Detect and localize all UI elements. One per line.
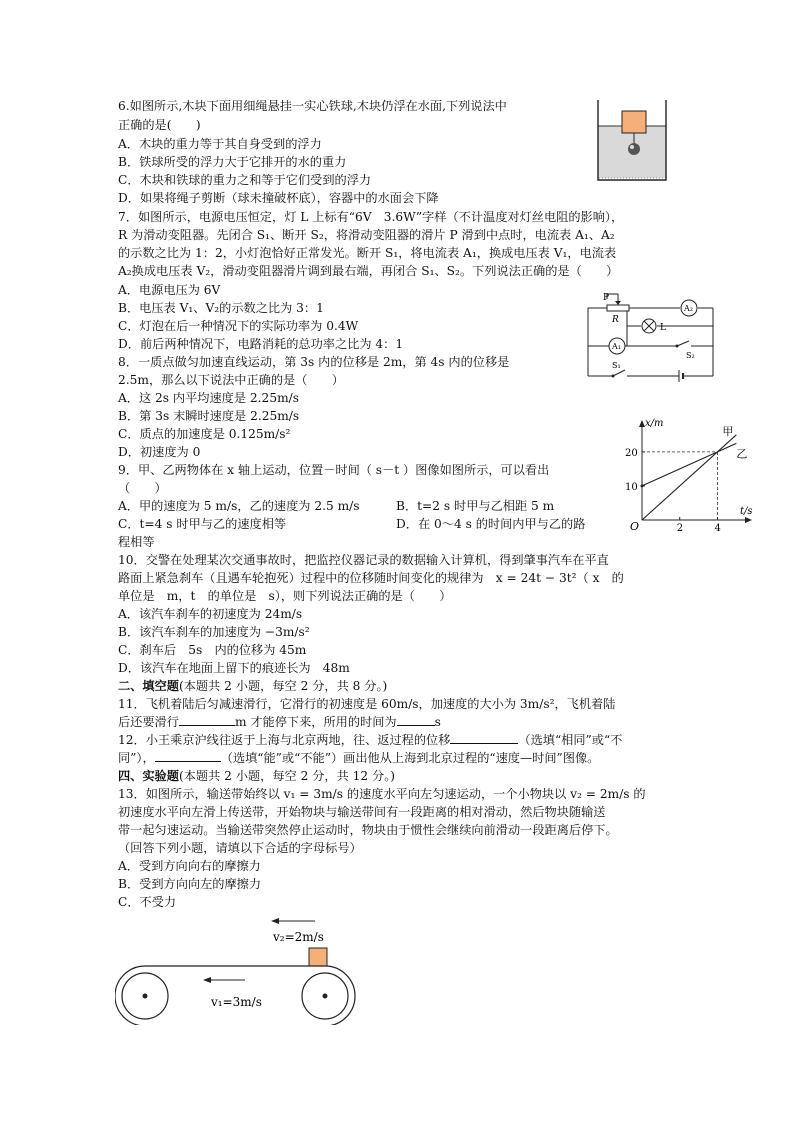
q9-option-d-cont: 程相等 [118, 535, 155, 549]
label-a1: A₁ [612, 342, 621, 351]
q7-line3: 的示数之比为 1：2，小灯泡恰好正常发光。断开 S₁，将电流表 A₁，换成电压表 V₁，电流表 [118, 246, 617, 260]
q7-line2: R 为滑动变阻器。先闭合 S₁、断开 S₂，将滑动变阻器的滑片 P 滑到中点时，电流表 A₁、A₂ [118, 228, 615, 242]
label-r: R [612, 315, 619, 325]
label-p: P [603, 293, 610, 303]
q13-line3: 带一起匀速运动。当输送带突然停止运动时，物块由于惯性会继续向前滑动一段距离后停下。 [118, 823, 618, 837]
label-l: L [660, 323, 666, 333]
label-a2: A₂ [684, 304, 693, 313]
q13-option-a: A．受到方向向右的摩擦力 [118, 859, 261, 873]
section-experiment-heading [118, 767, 395, 785]
q9-line2: （ ） [118, 481, 167, 495]
y-tick-label: 20 [625, 447, 638, 459]
q12-text-c: 同”）， [118, 751, 155, 765]
q7-option-a: A．电源电压为 6V [118, 283, 221, 297]
q10-line2: 路面上紧急刹车（且遇车轮抱死）过程中的位移随时间变化的规律为 x = 24t − 3t²（ x 的 [118, 571, 624, 585]
q9-option-a: A．甲的速度为 5 m/s，乙的速度为 2.5 m/s [118, 499, 360, 513]
q11-text-b: m 才能停下来，所用的时间为 [234, 715, 397, 729]
q6-stem-line1: 6.如图所示,木块下面用细绳悬挂一实心铁球,木块仍浮在水面,下列说法中 [118, 99, 507, 113]
q13-option-b: B．受到方向向左的摩擦力 [118, 877, 262, 891]
q7-option-d: D．前后两种情况下，电路消耗的总功率之比为 4：1 [118, 337, 404, 351]
q12-blank-can[interactable] [155, 749, 221, 762]
section-fill-in-heading [118, 677, 387, 695]
x-tick-label: 4 [714, 523, 721, 534]
x-tick-label: 2 [676, 523, 684, 534]
q12-text-b: （选填“相同”或“不 [518, 733, 623, 747]
rheostat-r [607, 305, 629, 311]
q12-line2 [118, 749, 599, 767]
q9-option-b: B．t=2 s 时甲与乙相距 5 m [396, 499, 555, 513]
q10-option-c: C．刹车后 5s 内的位移为 45m [118, 643, 307, 657]
q13-option-c: C．不受力 [118, 895, 177, 909]
q6-beaker-figure [590, 98, 676, 184]
q9-position-time-chart [620, 418, 760, 536]
q9-option-d: D．在 0～4 s 的时间内甲与乙的路 [396, 517, 586, 531]
x-axis-arrow-icon [745, 517, 752, 523]
q8-option-c: C．质点的加速度是 0.125m/s² [118, 427, 291, 441]
section-fill-in-note: (本题共 2 小题，每空 2 分，共 8 分。) [178, 679, 388, 693]
q7-line4: A₂换成电压表 V₂，滑动变阻器滑片调到最右端，再闭合 S₁、S₂。下列说法正确的是（ ） [118, 264, 619, 278]
wood-block [622, 111, 646, 133]
q11-line2 [118, 713, 441, 731]
q12-text-d: （选填“能”或“不能”）画出他从上海到北京过程的“速度—时间”图像。 [220, 751, 600, 765]
series-yi-line [642, 443, 736, 486]
label-v2: v₂=2m/s [273, 930, 324, 944]
y-axis-label: x/m [645, 418, 664, 429]
q11-blank-distance[interactable] [179, 713, 235, 726]
section-experiment-title: 四、实验题 [118, 769, 179, 783]
q12-text-a: 12．小王乘京沪线往返于上海与北京两地，往、返过程的位移 [118, 733, 451, 747]
q7-option-c: C．灯泡在后一种情况下的实际功率为 0.4W [118, 319, 359, 333]
q11-blank-time[interactable] [397, 713, 435, 726]
q8-option-a: A．这 2s 内平均速度是 2.25m/s [118, 391, 299, 405]
q13-line1: 13．如图所示，输送带始终以 v₁ = 3m/s 的速度水平向左匀速运动，一个小物块以 v₂ = 2m/s 的 [118, 787, 646, 801]
x-axis-label: t/s [740, 506, 753, 517]
q8-option-b: B．第 3s 末瞬时速度是 2.25m/s [118, 409, 300, 423]
series-label: 甲 [722, 424, 734, 438]
q13-line4: （回答下列小题，请填以下合适的字母标号） [118, 841, 362, 855]
q10-option-b: B．该汽车刹车的加速度为 −3m/s² [118, 625, 310, 639]
q6-option-c: C．木块和铁球的重力之和等于它们受到的浮力 [118, 173, 372, 187]
series-jia-line [642, 435, 736, 520]
q6-option-d: D．如果将绳子剪断（球未撞破杯底），容器中的水面会下降 [118, 191, 439, 205]
q9-line1: 9．甲、乙两物体在 x 轴上运动，位置－时间（ s－t ）图像如图所示，可以看出 [118, 463, 550, 477]
q6-option-a: A．木块的重力等于其自身受到的浮力 [118, 137, 322, 151]
origin-label: O [630, 520, 640, 533]
q8-line1: 8．一质点做匀加速直线运动，第 3s 内的位移是 2m，第 4s 内的位移是 [118, 355, 510, 369]
arrow-left-icon [203, 977, 211, 983]
iron-ball [628, 143, 640, 155]
q11-line1: 11．飞机着陆后匀减速滑行，它滑行的初速度是 60m/s，加速度的大小为 3m/s²，飞机着陆 [118, 697, 616, 711]
section-experiment-note: (本题共 2 小题，每空 2 分，共 12 分。) [178, 769, 396, 783]
q9-option-c: C．t=4 s 时甲与乙的速度相等 [118, 517, 287, 531]
q6-option-b: B．铁球所受的浮力大于它排开的水的重力 [118, 155, 347, 169]
q13-conveyor-figure [115, 910, 365, 1025]
y-tick-label: 10 [625, 481, 638, 493]
q6-stem-line2: 正确的是( ) [118, 118, 201, 132]
q7-line1: 7．如图所示，电源电压恒定，灯 L 上标有“6V 3.6W”字样（不计温度对灯丝电阻的影响）， [118, 210, 624, 224]
q10-option-a: A．该汽车刹车的初速度为 24m/s [118, 607, 303, 621]
q10-option-d: D．该汽车在地面上留下的痕迹长为 48m [118, 661, 350, 675]
label-s1: S₁ [612, 361, 621, 370]
q8-option-d: D．初速度为 0 [118, 445, 201, 459]
section-fill-in-title: 二、填空题 [118, 679, 179, 693]
q7-option-b: B．电压表 V₁、V₂的示数之比为 3：1 [118, 301, 324, 315]
q12-blank-displacement[interactable] [450, 731, 518, 744]
label-s2: S₂ [686, 351, 695, 360]
small-block [309, 948, 327, 966]
q10-line3: 单位是 m，t 的单位是 s），则下列说法正确的是（ ） [118, 589, 452, 603]
series-label: 乙 [736, 447, 748, 461]
q12-line1 [118, 731, 622, 749]
q10-line1: 10．交警在处理某次交通事故时，把监控仪器记录的数据输入计算机，得到肇事汽车在平直 [118, 553, 609, 567]
q11-text-a: 后还要滑行 [118, 715, 179, 729]
label-v1: v₁=3m/s [211, 995, 262, 1009]
q7-circuit-figure [585, 290, 720, 382]
q8-line2: 2.5m，那么以下说法中正确的是（ ） [118, 373, 344, 387]
arrow-left-icon [271, 918, 279, 924]
q11-text-c: s [434, 715, 441, 729]
series-yi-start-point [641, 484, 644, 487]
q13-line2: 初速度水平向左滑上传送带，开始物块与输送带间有一段距离的相对滑动，然后物块随输送 [118, 805, 606, 819]
